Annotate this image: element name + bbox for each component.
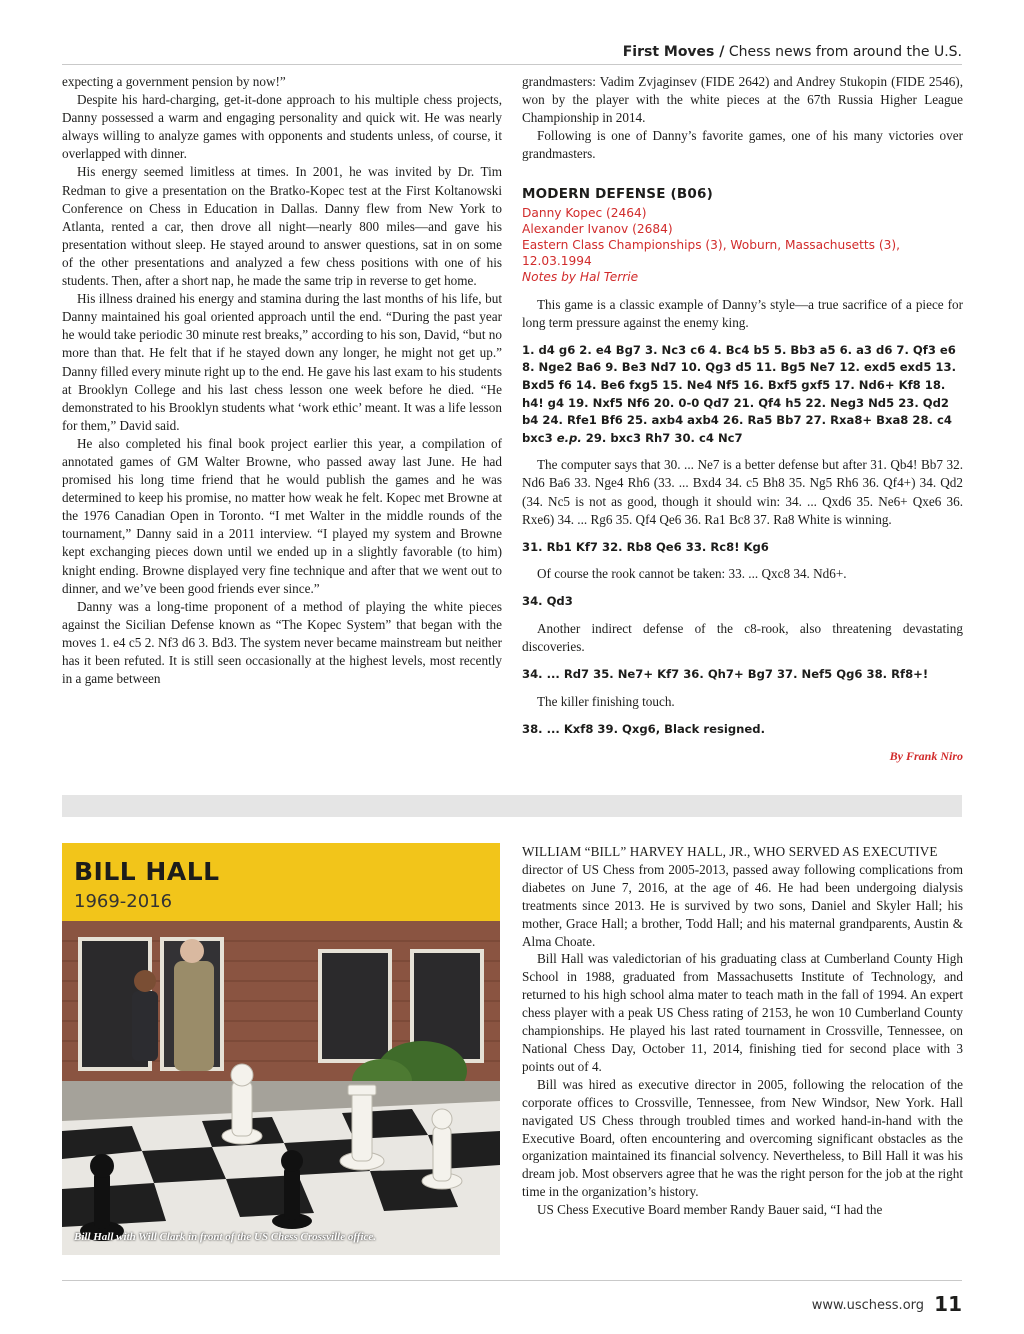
obituary-panel bbox=[62, 843, 500, 1255]
right-column bbox=[522, 73, 963, 766]
lead-in: WILLIAM “BILL” HARVEY HALL, JR., WHO SERVED AS EXECUTIVE bbox=[522, 844, 938, 859]
chess-photo-illustration bbox=[62, 921, 500, 1255]
annotation: Of course the rook cannot be taken: 33. ... Qxc8 34. Nd6+. bbox=[537, 566, 847, 582]
paragraph: Following is one of Danny’s favorite games, one of his many victories over grandmasters. bbox=[522, 128, 963, 162]
paragraph: director of US Chess from 2005-2013, passed away following complications from diabetes on June 7, 2016, at the age of 46. He had been undergoing dialysis treatments since 2013. He is survived by two sons, Daniel and Skyler Hall; his mother, Grace Hall; a brother, Todd Hall; and his maternal grandparents, Austin & Alma Choate. bbox=[522, 861, 963, 949]
header-rule bbox=[62, 64, 962, 65]
game-moves: 34. ... Rd7 35. Ne7+ Kf7 36. Qh7+ Bg7 37. Nef5 Qg6 38. Rf8+! bbox=[522, 667, 929, 682]
paragraph: Bill was hired as executive director in 2005, following the relocation of the corporate offices to Crossville, Tennessee, from New Windsor, New York. Hall navigated US Chess through troubled times and worked hand-in-hand with the Executive Board, often encountering and overcoming significant obstacles as the organization maintained its financial solvency. Nevertheless, to Bill Hall it was his dream job. Most observers agree that he was the right person for the job at the right time in the organization’s history. bbox=[522, 1076, 963, 1200]
paragraph: His energy seemed limitless at times. In 2001, he was invited by Dr. Tim Redman to give a presentation on the Bratko-Kopec test at the First Koltanowski Conference on Chess in Education in Dallas. Danny flew from New York to Atlanta, rented a car, then drove all night—nearly 800 miles—and gave his presentation without sleep. He stayed around to answer questions, sat in on some of the other presentations and analyzed a few chess positions with one of his students. Then, after a short nap, he made the same trip in reverse to get home. bbox=[62, 164, 502, 289]
section-subtitle: Chess news from around the U.S. bbox=[728, 44, 962, 60]
event-name: Eastern Class Championships (3), Woburn, Massachusetts (3), 12.03.1994 bbox=[522, 237, 901, 269]
obituary-photo bbox=[62, 921, 500, 1255]
paragraph: US Chess Executive Board member Randy Bauer said, “I had the bbox=[537, 1202, 883, 1218]
page-footer bbox=[62, 1292, 962, 1316]
game-moves: 34. Qd3 bbox=[522, 594, 573, 609]
annotation: This game is a classic example of Danny’s style—a true sacrifice of a piece for long term pressure against the enemy king. bbox=[522, 296, 963, 330]
moves-text: 29. bxc3 Rh7 30. c4 Nc7 bbox=[585, 430, 743, 445]
black-player: Alexander Ivanov (2684) bbox=[522, 221, 673, 236]
annotation: The computer says that 30. ... Ne7 is a better defense but after 31. Qb4! Bb7 32. Nd6 Ba6 33. Nge4 Rh6 (33. ... Bxd4 34. c5 Bh8 35. Ng5 Rh6 36. Qf4+) 34. Qd2 (34. Nc5 is not as good, though it should win: 34. ... Qxd6 35. Ne6+ Qxe6 36. Rxe6) 34. ... Rg6 35. Qf4 Qe6 36. Ra1 Bc8 37. Ra8 White is winning. bbox=[522, 457, 963, 527]
paragraph: grandmasters: Vadim Zvjaginsev (FIDE 2642) and Andrey Stukopin (FIDE 2546), won by the player with the white pieces at the 67th Russia Higher League Championship in 2014. bbox=[522, 74, 963, 126]
white-player: Danny Kopec (2464) bbox=[522, 205, 647, 220]
byline: By Frank Niro bbox=[889, 749, 963, 764]
game-moves bbox=[522, 342, 963, 448]
paragraph: Bill Hall was valedictorian of his graduating class at Cumberland County High School in 1988, graduated from Massachusetts Institute of Technology, and returned to his high school alma mater to teach math in the fall of 1994. An expert chess player with a peak US Chess rating of 2153, he won 10 Cumberland County championships. He played his last rated tournament in Crossville, Tennessee, on National Chess Day, October 11, 2014, finishing tied for second place with 3 points out of 4. bbox=[522, 951, 963, 1074]
paragraph: Danny was a long-time proponent of a method of playing the white pieces against the Sicilian Defense known as “The Kopec System” that began with the moves 1. e4 c5 2. Nf3 d6 3. Bd3. The system never became mainstream but neither has it been refuted. It is still seen occasionally at the highest levels, most recently in a game between bbox=[62, 598, 502, 687]
paragraph: He also completed his final book project earlier this year, a compilation of annotated games of GM Walter Browne, who passed away last June. He had promised his long time friend that he would publish the games and he was determined to keep his promise, no matter how weak he felt. Kopec met Browne at the 1976 Canadian Open in Toronto. “I met Walter in the middle rounds of the tournament,” Danny said in a 2011 interview. “I played my system and Browne kept exchanging pieces down until we ended up in a slightly favorable (to him) knight ending. Browne displayed very fine technique and after that we went out to dinner, and we’ve been good friends ever since.” bbox=[62, 435, 502, 596]
running-header bbox=[62, 44, 962, 60]
obituary-years: 1969-2016 bbox=[74, 891, 173, 912]
paragraph: Despite his hard-charging, get-it-done approach to his multiple chess projects, Danny possessed a warm and engaging personality and quick wit. He was nearly always willing to analyze games with opponents and students unless, of course, it overlapped with dinner. bbox=[62, 92, 502, 162]
annotation: The killer finishing touch. bbox=[537, 693, 675, 709]
left-column bbox=[62, 73, 502, 688]
page-number: 11 bbox=[934, 1292, 962, 1316]
game-title: MODERN DEFENSE (B06) bbox=[522, 186, 713, 203]
obituary-text-column bbox=[522, 843, 963, 1219]
moves-text: 1. d4 g6 2. e4 Bg7 3. Nc3 c6 4. Bc4 b5 5. Bb3 a5 6. a3 d6 7. Qf3 e6 8. Nge2 Ba6 9. Be3 Nd7 10. Qg3 d5 11. Bg5 Ne7 12. exd5 exd5 13. Bxd5 f6 14. Be6 fxg5 15. Ne4 Nf5 16. Bxf5 gxf5 17. Nd6+ Kf8 18. h4! g4 19. Nxf5 Nf6 20. 0-0 Qd7 21. Qf4 h5 22. Neg3 Nd5 23. Qd2 b4 24. Rfe1 Bf6 25. axb4 axb4 26. Ra5 Bb7 27. Rxa8+ Bxa8 28. c4 bxc3 bbox=[522, 342, 956, 445]
photo-caption: Bill Hall with Will Clark in front of the US Chess Crossville office. bbox=[74, 1231, 377, 1243]
paragraph: expecting a government pension by now!” bbox=[62, 74, 286, 89]
game-header bbox=[522, 205, 963, 286]
obituary-name: BILL HALL bbox=[74, 857, 220, 886]
annotator: Notes by Hal Terrie bbox=[522, 270, 639, 285]
game-moves: 38. ... Kxf8 39. Qxg6, Black resigned. bbox=[522, 721, 765, 736]
section-name: First Moves / bbox=[622, 44, 725, 60]
section-divider-band bbox=[62, 795, 962, 817]
annotation: Another indirect defense of the c8-rook, also threatening devastating discoveries. bbox=[522, 620, 963, 655]
game-moves: 31. Rb1 Kf7 32. Rb8 Qe6 33. Rc8! Kg6 bbox=[522, 539, 769, 554]
site-url: www.uschess.org bbox=[811, 1298, 925, 1313]
paragraph: His illness drained his energy and stamina during the last months of his life, but Danny maintained his goal oriented approach until the end. “During the past year he would take periodic 30 minute rest breaks,” according to his son, David, “but no more than that. He felt that if he stayed down any longer, he might not get up.” Danny filled every minute right up to the end. He gave his last exam to his students at Brooklyn College and his last chess lesson one week before he died. “He demonstrated to his Brooklyn students what ‘work ethic’ meant. It was a life lesson for them,” David said. bbox=[62, 291, 502, 433]
en-passant: e.p. bbox=[556, 430, 582, 445]
footer-rule bbox=[62, 1280, 962, 1281]
